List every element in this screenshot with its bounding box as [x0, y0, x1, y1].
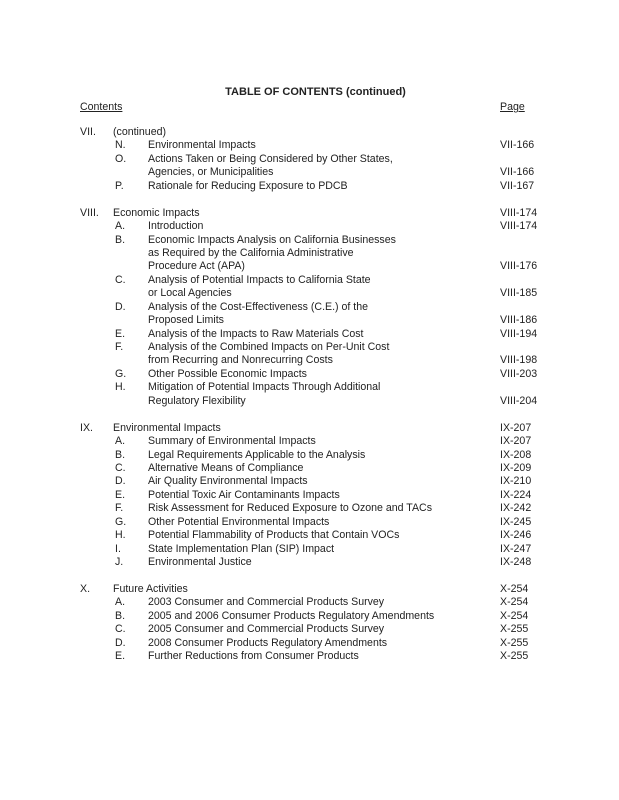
toc-entry [0, 462, 619, 475]
page-column-header: Page [500, 101, 525, 113]
entry-letter: H. [115, 381, 126, 394]
toc-entry [0, 502, 619, 515]
entry-title: 2005 and 2006 Consumer Products Regulatory Amendments [148, 609, 435, 622]
entry-letter: D. [115, 475, 126, 488]
toc-list [0, 126, 619, 664]
entry-letter: G. [115, 515, 127, 528]
toc-entry [0, 166, 619, 179]
toc-entry [0, 328, 619, 341]
entry-letter: B. [115, 448, 126, 461]
entry-title: Environmental Justice [148, 556, 252, 568]
entry-title: Analysis of the Cost-Effectiveness (C.E.) of the [148, 300, 369, 313]
section-title: (continued) [113, 126, 166, 138]
entry-letter: C. [115, 273, 126, 286]
entry-letter: H. [115, 529, 126, 542]
entry-letter: C. [115, 623, 126, 636]
page-number: VII-166 [500, 166, 535, 179]
toc-entry [0, 610, 619, 623]
entry-title: Proposed Limits [148, 314, 224, 327]
toc-entry [0, 596, 619, 609]
page-number: X-255 [500, 636, 529, 649]
entry-title: Air Quality Environmental Impacts [148, 475, 308, 488]
page-number: IX-224 [500, 488, 532, 501]
entry-letter: B. [115, 609, 126, 622]
entry-title: as Required by the California Administrative [148, 246, 354, 259]
page-number: VIII-198 [500, 354, 538, 367]
entry-letter: F. [115, 341, 124, 353]
toc-entry [0, 395, 619, 408]
toc-entry [0, 234, 619, 247]
entry-letter: A. [115, 596, 126, 609]
toc-entry [0, 247, 619, 260]
page-number: IX-209 [500, 461, 532, 474]
toc-entry [0, 314, 619, 327]
entry-title: Further Reductions from Consumer Products [148, 650, 359, 663]
entry-title: Summary of Environmental Impacts [148, 435, 316, 448]
section-title: Environmental Impacts [113, 421, 221, 434]
entry-letter: G. [115, 367, 127, 380]
entry-title: State Implementation Plan (SIP) Impact [148, 542, 335, 555]
page-number: X-254 [500, 596, 529, 609]
page-number: IX-246 [500, 529, 532, 542]
entry-letter: A. [115, 435, 126, 448]
page-number: IX-248 [500, 556, 532, 568]
entry-title: Actions Taken or Being Considered by Other States, [148, 152, 393, 165]
entry-letter: P. [115, 179, 124, 192]
page-number: IX-242 [500, 502, 532, 515]
entry-title: Regulatory Flexibility [148, 394, 246, 407]
page-number: IX-208 [500, 448, 532, 461]
entry-letter: J. [115, 556, 124, 568]
page-number: IX-210 [500, 475, 532, 488]
toc-section-heading [0, 422, 619, 435]
page-number: VIII-176 [500, 260, 538, 273]
entry-title: 2008 Consumer Products Regulatory Amendments [148, 636, 388, 649]
page-title: TABLE OF CONTENTS (continued) [225, 86, 406, 98]
toc-entry [0, 556, 619, 569]
entry-letter: E. [115, 650, 126, 663]
toc-entry [0, 139, 619, 152]
toc-entry [0, 650, 619, 663]
entry-title: Analysis of the Combined Impacts on Per-Unit Cost [148, 341, 390, 353]
entry-title: Alternative Means of Compliance [148, 461, 304, 474]
toc-entry [0, 381, 619, 394]
entry-letter: D. [115, 300, 126, 313]
entry-letter: F. [115, 502, 124, 515]
page-number: VII-167 [500, 179, 535, 192]
entry-letter: C. [115, 461, 126, 474]
toc-entry [0, 260, 619, 273]
entry-title: Agencies, or Municipalities [148, 166, 274, 179]
spacer [0, 193, 619, 206]
entry-title: Legal Requirements Applicable to the Analysis [148, 448, 366, 461]
entry-title: Environmental Impacts [148, 139, 256, 152]
entry-title: Risk Assessment for Reduced Exposure to Ozone and TACs [148, 502, 433, 515]
spacer [0, 569, 619, 582]
toc-entry [0, 475, 619, 488]
entry-letter: N. [115, 139, 126, 152]
page-number: VIII-203 [500, 367, 538, 380]
toc-entry [0, 287, 619, 300]
entry-letter: E. [115, 327, 126, 340]
toc-entry [0, 153, 619, 166]
entry-title: Analysis of the Impacts to Raw Materials Cost [148, 327, 364, 340]
entry-title: 2005 Consumer and Commercial Products Survey [148, 623, 385, 636]
entry-title: Introduction [148, 220, 204, 233]
toc-entry [0, 529, 619, 542]
entry-title: Other Possible Economic Impacts [148, 367, 307, 380]
section-number: IX. [80, 421, 93, 434]
entry-letter: I. [115, 542, 121, 555]
page-number: VIII-185 [500, 287, 538, 300]
toc-entry [0, 180, 619, 193]
page-number: IX-245 [500, 515, 532, 528]
toc-entry [0, 489, 619, 502]
section-number: X. [80, 582, 91, 595]
section-title: Future Activities [113, 582, 188, 595]
entry-title: Economic Impacts Analysis on California Businesses [148, 233, 396, 246]
page-number: IX-247 [500, 542, 532, 555]
page-number: VIII-174 [500, 220, 538, 233]
entry-title: Rationale for Reducing Exposure to PDCB [148, 179, 348, 192]
toc-entry [0, 516, 619, 529]
section-title: Economic Impacts [113, 206, 200, 219]
toc-entry [0, 341, 619, 354]
page-number: IX-207 [500, 421, 532, 434]
entry-title: Other Potential Environmental Impacts [148, 515, 330, 528]
entry-letter: B. [115, 233, 126, 246]
toc-section-heading [0, 583, 619, 596]
entry-title: 2003 Consumer and Commercial Products Survey [148, 596, 385, 609]
entry-letter: O. [115, 152, 127, 165]
toc-section-heading [0, 126, 619, 139]
toc-entry [0, 354, 619, 367]
page-number: X-255 [500, 623, 529, 636]
toc-entry [0, 623, 619, 636]
toc-entry [0, 301, 619, 314]
entry-title: Potential Toxic Air Contaminants Impacts [148, 488, 340, 501]
entry-title: Potential Flammability of Products that Contain VOCs [148, 529, 400, 542]
entry-letter: D. [115, 636, 126, 649]
page-number: VIII-194 [500, 327, 538, 340]
section-number: VIII. [80, 206, 99, 219]
contents-column-header: Contents [80, 101, 123, 113]
toc-entry [0, 637, 619, 650]
page-number: X-254 [500, 609, 529, 622]
toc-entry [0, 274, 619, 287]
entry-letter: A. [115, 220, 126, 233]
entry-title: Mitigation of Potential Impacts Through Additional [148, 381, 381, 394]
page-number: X-255 [500, 650, 529, 663]
entry-title: or Local Agencies [148, 287, 232, 300]
page-number: IX-207 [500, 435, 532, 448]
page-number: VIII-174 [500, 206, 538, 219]
spacer [0, 408, 619, 421]
entry-title: from Recurring and Nonrecurring Costs [148, 354, 333, 367]
toc-entry [0, 220, 619, 233]
toc-section-heading [0, 207, 619, 220]
page-number: X-254 [500, 582, 529, 595]
section-number: VII. [80, 126, 96, 138]
page-number: VIII-186 [500, 314, 538, 327]
toc-entry [0, 543, 619, 556]
toc-entry [0, 435, 619, 448]
entry-letter: E. [115, 488, 126, 501]
toc-entry [0, 449, 619, 462]
entry-title: Procedure Act (APA) [148, 260, 245, 273]
toc-entry [0, 368, 619, 381]
page-number: VII-166 [500, 139, 535, 152]
entry-title: Analysis of Potential Impacts to California State [148, 273, 371, 286]
page-number: VIII-204 [500, 394, 538, 407]
